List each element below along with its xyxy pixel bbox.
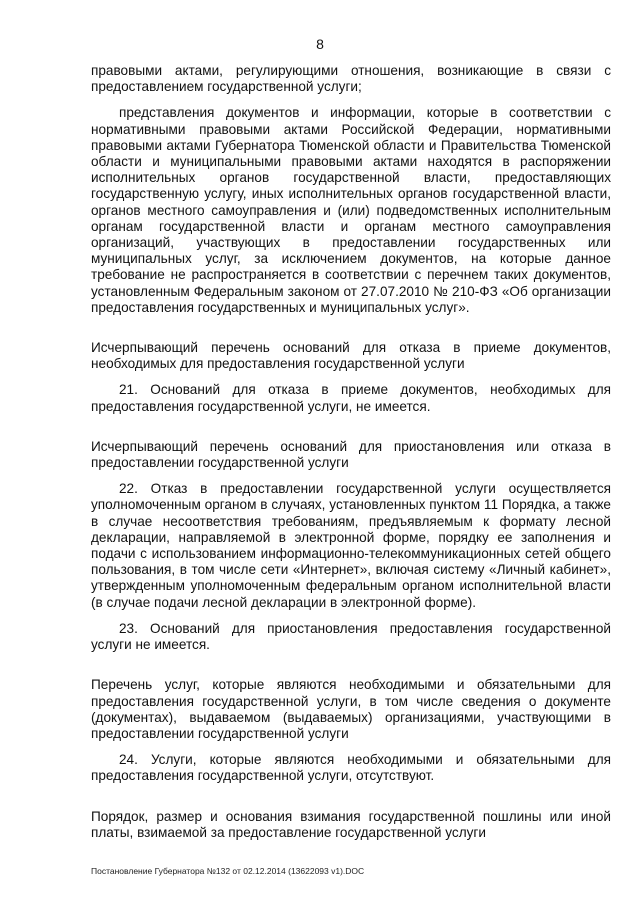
page-number: 8 bbox=[316, 36, 324, 52]
section-gap bbox=[91, 316, 611, 340]
paragraph-continuation: правовыми актами, регулирующими отношения, возникающие в связи с предоставлением государственной услуги; bbox=[91, 63, 611, 95]
section-heading-refusal-reasons: Исчерпывающий перечень оснований для отказа в приеме документов, необходимых для предоставления государственной услуги bbox=[91, 340, 611, 372]
section-heading-suspension-reasons: Исчерпывающий перечень оснований для приостановления или отказа в предоставлении государственной услуги bbox=[91, 438, 611, 471]
section-heading-required-services: Перечень услуг, которые являются необходимыми и обязательными для предоставления государственной услуги, в том числе сведения о документе (документах), выдаваемом (выдаваемых) организациями, участвующими в предоставлении государственной услуги bbox=[91, 677, 611, 741]
paragraph-gap bbox=[91, 372, 611, 382]
paragraph-item-24: 24. Услуги, которые являются необходимыми и обязательными для предоставления государственной услуги, отсутствуют. bbox=[91, 752, 611, 784]
paragraph-item-23: 23. Оснований для приостановления предоставления государственной услуги не имеется. bbox=[91, 620, 611, 653]
document-body bbox=[91, 63, 611, 841]
paragraph-gap bbox=[91, 611, 611, 621]
document-footer: Постановление Губернатора №132 от 02.12.2014 (13622093 v1).DOC bbox=[91, 866, 365, 876]
paragraph-gap bbox=[91, 471, 611, 481]
section-gap bbox=[91, 415, 611, 439]
paragraph-documents-info: представления документов и информации, которые в соответствии с нормативными правовыми актами Российской Федерации, нормативными правовыми актами Губернатора Тюменской области и Правительства Тюменской области и муниципальными правовыми актами находятся в распоряжении исполнительных органов государственной власти, предоставляющих государственную услугу, иных исполнительных органов государственной власти, органов местного самоуправления и (или) подведомственных исполнительным органам государственной власти и органам местного самоуправления организаций, участвующих в предоставлении государственных или муниципальных услуг, за исключением документов, на которые данное требование не распространяется в соответствии с перечнем таких документов, установленным Федеральным законом от 27.07.2010 № 210-ФЗ «Об организации предоставления государственных и муниципальных услуг». bbox=[91, 105, 611, 315]
section-gap bbox=[91, 653, 611, 677]
section-heading-fees: Порядок, размер и основания взимания государственной пошлины или иной платы, взимаемой за предоставление государственной услуги bbox=[91, 808, 611, 840]
paragraph-item-21: 21. Оснований для отказа в приеме документов, необходимых для предоставления государственной услуги, не имеется. bbox=[91, 382, 611, 414]
paragraph-gap bbox=[91, 742, 611, 752]
paragraph-gap bbox=[91, 95, 611, 105]
paragraph-item-22: 22. Отказ в предоставлении государственной услуги осуществляется уполномоченным органом в случаях, установленных пунктом 11 Порядка, а также в случае несоответствия требованиям, предъявляемым к формату лесной декларации, направляемой в электронной форме, порядку ее заполнения и подачи с использованием информационно-телекоммуникационных сетей общего пользования, в том числе сети «Интернет», включая систему «Личный кабинет», утвержденным уполномоченным федеральным органом исполнительной власти (в случае подачи лесной декларации в электронной форме). bbox=[91, 481, 611, 610]
section-gap bbox=[91, 785, 611, 809]
